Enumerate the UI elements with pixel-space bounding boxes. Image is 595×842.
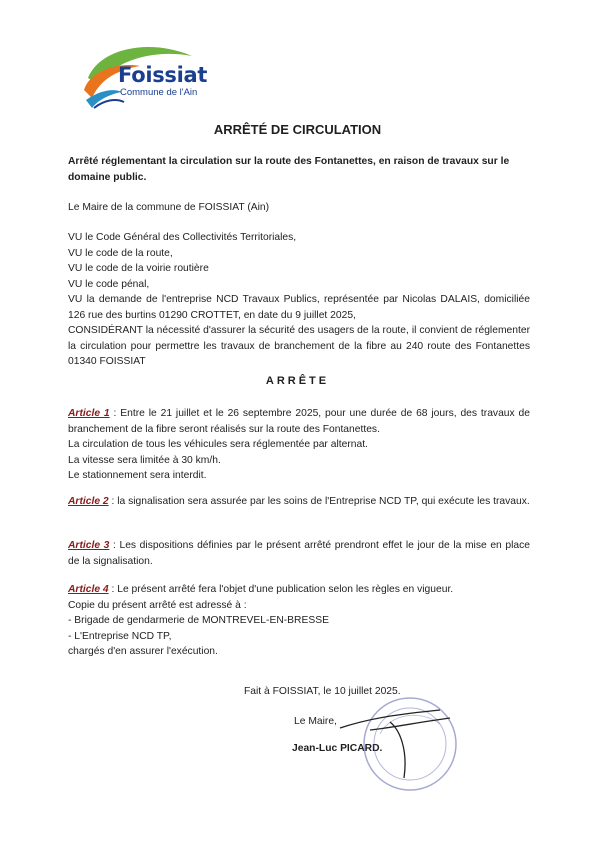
consideration-item: VU le code de la route, <box>68 247 173 259</box>
article-label: Article 1 <box>68 408 110 419</box>
article-text: Copie du présent arrêté est adressé à : <box>68 599 247 611</box>
article-text: - Brigade de gendarmerie de MONTREVEL-EN-BRESSE <box>68 615 329 626</box>
article-label: Article 2 <box>68 496 109 507</box>
article-text: : Le présent arrêté fera l'objet d'une publication selon les règles en vigueur. <box>108 584 454 595</box>
article-2 <box>68 494 530 510</box>
article-text: - L'Entreprise NCD TP, <box>68 630 172 642</box>
signatory-name: Jean-Luc PICARD. <box>292 743 383 754</box>
consideration-item: VU le Code Général des Collectivités Territoriales, <box>68 232 297 243</box>
article-text: chargés d'en assurer l'exécution. <box>68 646 218 657</box>
handwritten-signature <box>330 700 460 780</box>
article-text: La vitesse sera limitée à 30 km/h. <box>68 454 221 466</box>
article-1 <box>68 406 530 484</box>
arrete-heading: ARRÊTE <box>265 375 330 387</box>
logo-subtitle: Commune de l'Ain <box>120 87 198 98</box>
consideration-item: CONSIDÉRANT la nécessité d'assurer la sécurité des usagers de la route, il convient de réglementer la circulation pour permettre les travaux de branchement de la fibre au 240 route des Fontanettes 01340 FOISSIAT <box>68 325 530 367</box>
article-label: Article 3 <box>68 540 110 551</box>
intro-line: Le Maire de la commune de FOISSIAT (Ain) <box>68 202 270 213</box>
article-text: Le stationnement sera interdit. <box>68 470 207 481</box>
logo-title: Foissiat <box>118 63 208 87</box>
article-4 <box>68 582 530 660</box>
article-label: Article 4 <box>68 584 109 595</box>
consideration-item: VU la demande de l'entreprise NCD Travaux Publics, représentée par Nicolas DALAIS, domiciliée 126 rue des burtins 01290 CROTTET, en date du 9 juillet 2025, <box>68 294 530 321</box>
consideration-item: VU le code pénal, <box>68 278 150 290</box>
place-date: Fait à FOISSIAT, le 10 juillet 2025. <box>244 686 401 697</box>
document-title: ARRÊTÉ DE CIRCULATION <box>213 122 382 137</box>
article-3 <box>68 538 530 569</box>
article-text: : la signalisation sera assurée par les soins de l'Entreprise NCD TP, qui exécute les travaux. <box>108 496 530 507</box>
article-text: : Les dispositions définies par le présent arrêté prendront effet le jour de la mise en place de la signalisation. <box>68 540 531 567</box>
signatory-role: Le Maire, <box>294 716 337 727</box>
document-subject: Arrêté réglementant la circulation sur la route des Fontanettes, en raison de travaux sur le domaine public. <box>68 156 510 183</box>
article-text: La circulation de tous les véhicules sera réglementée par alternat. <box>68 439 368 450</box>
consideration-item: VU le code de la voirie routière <box>68 263 209 274</box>
considerations-block <box>68 230 530 370</box>
article-text: : Entre le 21 juillet et le 26 septembre 2025, pour une durée de 68 jours, des travaux de branchement de la fibre seront réalisés sur la route des Fontanettes. <box>68 408 530 435</box>
